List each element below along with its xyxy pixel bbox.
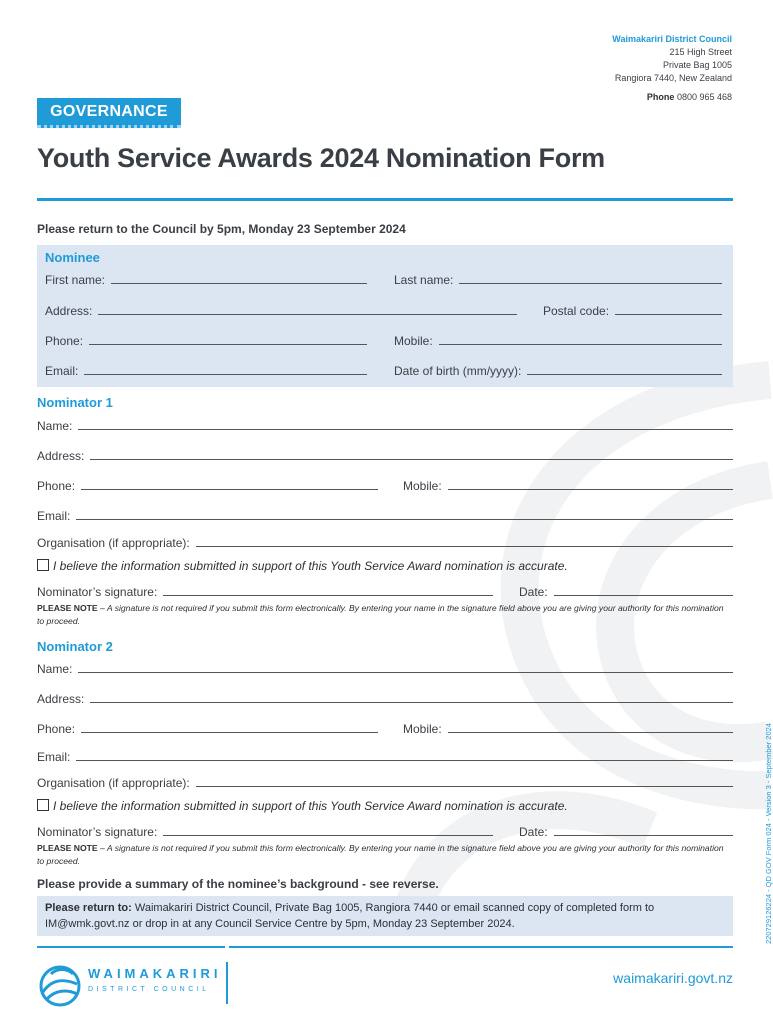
return-text: Waimakariri District Council, Private Bag 1005, Rangiora 7440 or email scanned copy of completed form to IM@wmk.govt.nz or drop in at any Council Service Centre by 5pm, Monday 23 September 2024. bbox=[45, 902, 655, 930]
logo-divider bbox=[226, 962, 228, 1004]
return-deadline: Please return to the Council by 5pm, Monday 23 September 2024 bbox=[37, 222, 406, 236]
nominator2-note bbox=[37, 842, 733, 868]
name-line[interactable] bbox=[78, 662, 733, 673]
footer-rule-right bbox=[229, 946, 733, 948]
last-name-label: Last name: bbox=[394, 273, 454, 287]
governance-badge: GOVERNANCE bbox=[37, 98, 181, 128]
nominator2-phone-field[interactable] bbox=[37, 722, 378, 736]
council-logo-icon bbox=[37, 962, 83, 1006]
postal-code-label: Postal code: bbox=[543, 304, 610, 318]
logo-wordmark: WAIMAKARIRI bbox=[88, 966, 222, 981]
name-label: Name: bbox=[37, 419, 73, 433]
council-name: Waimakariri District Council bbox=[612, 34, 732, 44]
website-link[interactable]: waimakariri.govt.nz bbox=[613, 970, 733, 986]
nominator1-email-field[interactable] bbox=[37, 509, 733, 523]
logo-subtitle: DISTRICT COUNCIL bbox=[88, 986, 210, 993]
return-instructions-box bbox=[37, 896, 733, 936]
nominator2-date-field[interactable] bbox=[519, 825, 733, 839]
date-label: Date: bbox=[519, 825, 548, 839]
nominator1-address-field[interactable] bbox=[37, 449, 733, 463]
address-label: Address: bbox=[37, 449, 85, 463]
nominator1-phone-field[interactable] bbox=[37, 479, 378, 493]
address-line-3: Rangiora 7440, New Zealand bbox=[614, 73, 732, 83]
phone-number: 0800 965 468 bbox=[676, 92, 732, 102]
accuracy-statement: I believe the information submitted in support of this Youth Service Award nomination is accurate. bbox=[53, 799, 568, 813]
nominee-first-name-field[interactable] bbox=[45, 273, 367, 287]
organisation-line[interactable] bbox=[196, 776, 733, 787]
phone-line[interactable] bbox=[81, 722, 378, 733]
nominator2-name-field[interactable] bbox=[37, 662, 733, 676]
note-text: – A signature is not required if you submit this form electronically. By entering your name in the signature field above you are giving your authority for this nomination to proceed. bbox=[37, 843, 724, 866]
organisation-line[interactable] bbox=[196, 536, 733, 547]
note-text: – A signature is not required if you submit this form electronically. By entering your name in the signature field above you are giving your authority for this nomination to proceed. bbox=[37, 603, 724, 626]
phone-line[interactable] bbox=[81, 479, 378, 490]
date-line[interactable] bbox=[554, 825, 733, 836]
first-name-label: First name: bbox=[45, 273, 106, 287]
dob-line[interactable] bbox=[527, 364, 722, 375]
nominator2-heading: Nominator 2 bbox=[37, 639, 113, 654]
nominator1-name-field[interactable] bbox=[37, 419, 733, 433]
address-line[interactable] bbox=[90, 449, 733, 460]
phone-label: Phone bbox=[646, 92, 675, 102]
address-line[interactable] bbox=[90, 692, 733, 703]
postal-code-line[interactable] bbox=[615, 304, 722, 315]
nominator1-note bbox=[37, 602, 733, 628]
note-label: PLEASE NOTE bbox=[37, 603, 98, 613]
nominator1-accuracy-checkbox-row[interactable] bbox=[37, 559, 568, 573]
page-title: Youth Service Awards 2024 Nomination Form bbox=[37, 143, 605, 173]
mobile-label: Mobile: bbox=[403, 722, 442, 736]
email-line[interactable] bbox=[76, 750, 733, 761]
signature-label: Nominator’s signature: bbox=[37, 825, 158, 839]
nominee-mobile-field[interactable] bbox=[394, 334, 722, 348]
dob-label: Date of birth (mm/yyyy): bbox=[394, 364, 522, 378]
phone-line[interactable] bbox=[89, 334, 367, 345]
mobile-label: Mobile: bbox=[403, 479, 442, 493]
last-name-line[interactable] bbox=[459, 273, 722, 284]
checkbox[interactable] bbox=[37, 799, 49, 811]
summary-instruction: Please provide a summary of the nominee’s background - see reverse. bbox=[37, 877, 439, 891]
address-label: Address: bbox=[37, 692, 85, 706]
mobile-line[interactable] bbox=[448, 722, 733, 733]
footer-rule-left bbox=[37, 946, 225, 948]
phone-label: Phone: bbox=[37, 722, 76, 736]
date-line[interactable] bbox=[554, 585, 733, 596]
nominator1-mobile-field[interactable] bbox=[403, 479, 733, 493]
phone-line bbox=[612, 91, 732, 104]
form-reference: 220729126224 - QD GOV Form 024 - Version 3 - September 2024 bbox=[764, 723, 773, 944]
organisation-label: Organisation (if appropriate): bbox=[37, 536, 190, 550]
organisation-label: Organisation (if appropriate): bbox=[37, 776, 190, 790]
first-name-line[interactable] bbox=[111, 273, 367, 284]
nominee-email-field[interactable] bbox=[45, 364, 367, 378]
nominee-postal-code-field[interactable] bbox=[543, 304, 722, 318]
nominator2-address-field[interactable] bbox=[37, 692, 733, 706]
nominator1-date-field[interactable] bbox=[519, 585, 733, 599]
council-contact-block bbox=[612, 33, 732, 104]
email-line[interactable] bbox=[84, 364, 367, 375]
nominator2-mobile-field[interactable] bbox=[403, 722, 733, 736]
mobile-line[interactable] bbox=[439, 334, 722, 345]
mobile-label: Mobile: bbox=[394, 334, 433, 348]
nominator2-email-field[interactable] bbox=[37, 750, 733, 764]
phone-label: Phone: bbox=[37, 479, 76, 493]
email-label: Email: bbox=[37, 750, 71, 764]
signature-line[interactable] bbox=[163, 585, 493, 596]
email-line[interactable] bbox=[76, 509, 733, 520]
email-label: Email: bbox=[45, 364, 79, 378]
nominee-phone-field[interactable] bbox=[45, 334, 367, 348]
phone-label: Phone: bbox=[45, 334, 84, 348]
address-line-1: 215 High Street bbox=[669, 47, 732, 57]
nominator2-organisation-field[interactable] bbox=[37, 776, 733, 790]
nominator1-heading: Nominator 1 bbox=[37, 395, 113, 410]
mobile-line[interactable] bbox=[448, 479, 733, 490]
nominee-last-name-field[interactable] bbox=[394, 273, 722, 287]
address-line[interactable] bbox=[98, 304, 517, 315]
nominator2-signature-field[interactable] bbox=[37, 825, 493, 839]
nominee-heading: Nominee bbox=[45, 250, 100, 265]
checkbox[interactable] bbox=[37, 559, 49, 571]
email-label: Email: bbox=[37, 509, 71, 523]
signature-line[interactable] bbox=[163, 825, 493, 836]
address-label: Address: bbox=[45, 304, 93, 318]
return-label: Please return to: bbox=[45, 902, 132, 914]
address-line-2: Private Bag 1005 bbox=[662, 60, 732, 70]
accuracy-statement: I believe the information submitted in support of this Youth Service Award nomination is accurate. bbox=[53, 559, 568, 573]
note-label: PLEASE NOTE bbox=[37, 843, 98, 853]
signature-label: Nominator’s signature: bbox=[37, 585, 158, 599]
nominator2-accuracy-checkbox-row[interactable] bbox=[37, 799, 568, 813]
name-line[interactable] bbox=[78, 419, 733, 430]
nominator1-organisation-field[interactable] bbox=[37, 536, 733, 550]
date-label: Date: bbox=[519, 585, 548, 599]
title-divider bbox=[37, 198, 733, 201]
name-label: Name: bbox=[37, 662, 73, 676]
nominator1-signature-field[interactable] bbox=[37, 585, 493, 599]
nominee-dob-field[interactable] bbox=[394, 364, 722, 378]
nominee-address-field[interactable] bbox=[45, 304, 517, 318]
